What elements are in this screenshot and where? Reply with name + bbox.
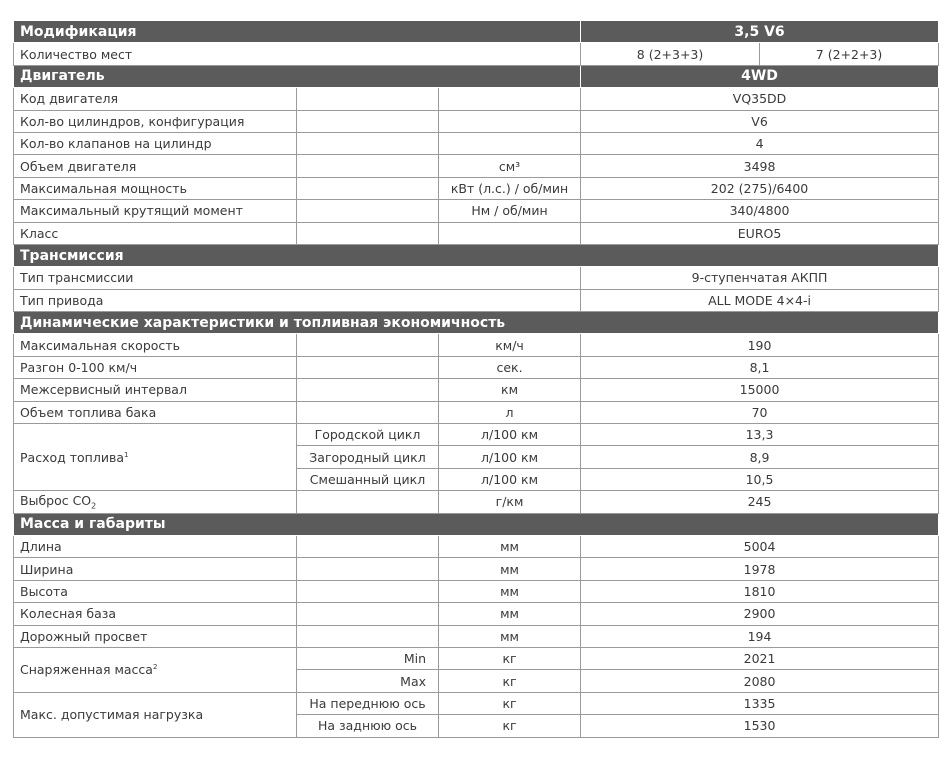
section-header-transmission xyxy=(14,244,939,266)
row-value: 4 xyxy=(581,132,939,154)
row-unit: сек. xyxy=(439,356,581,378)
row-value: 340/4800 xyxy=(581,200,939,222)
row-sublabel: Max xyxy=(297,670,439,692)
table-row xyxy=(14,580,939,602)
drive-type: 4WD xyxy=(581,65,939,87)
section-title: Масса и габариты xyxy=(14,513,939,535)
table-row xyxy=(14,222,939,244)
row-value: 202 (275)/6400 xyxy=(581,177,939,199)
row-sublabel: Загородный цикл xyxy=(297,446,439,468)
row-unit: мм xyxy=(439,603,581,625)
row-unit: см³ xyxy=(439,155,581,177)
table-row xyxy=(14,177,939,199)
table-row xyxy=(14,424,939,446)
row-unit: кг xyxy=(439,692,581,714)
table-row xyxy=(14,692,939,714)
row-label: Класс xyxy=(14,222,297,244)
row-unit xyxy=(439,110,581,132)
row-value: 8,1 xyxy=(581,356,939,378)
section-header-dynamics xyxy=(14,312,939,334)
row-unit: км/ч xyxy=(439,334,581,356)
row-label: Кол-во цилиндров, конфигурация xyxy=(14,110,297,132)
row-unit: кг xyxy=(439,670,581,692)
table-row xyxy=(14,110,939,132)
row-sublabel: Городской цикл xyxy=(297,424,439,446)
table-row xyxy=(14,155,939,177)
row-sublabel: На заднюю ось xyxy=(297,715,439,737)
row-label: Объем топлива бака xyxy=(14,401,297,423)
table-row xyxy=(14,200,939,222)
section-header-mass xyxy=(14,513,939,535)
table-row xyxy=(14,647,939,669)
max-load-label: Макс. допустимая нагрузка xyxy=(14,692,297,737)
section-title: Динамические характеристики и топливная экономичность xyxy=(14,312,939,334)
table-row xyxy=(14,356,939,378)
row-label: Максимальная скорость xyxy=(14,334,297,356)
section-header-modification xyxy=(14,21,939,43)
specs-table xyxy=(13,20,939,738)
table-row xyxy=(14,88,939,110)
row-value: 70 xyxy=(581,401,939,423)
row-label: Код двигателя xyxy=(14,88,297,110)
row-unit xyxy=(439,132,581,154)
table-row xyxy=(14,289,939,311)
footnote-mark: 1 xyxy=(123,450,129,459)
row-value: 194 xyxy=(581,625,939,647)
row-value: 245 xyxy=(581,491,939,513)
row-unit xyxy=(439,88,581,110)
row-value: 8,9 xyxy=(581,446,939,468)
table-row xyxy=(14,401,939,423)
row-unit: мм xyxy=(439,580,581,602)
row-label: Длина xyxy=(14,535,297,557)
table-row xyxy=(14,535,939,557)
row-unit: Нм / об/мин xyxy=(439,200,581,222)
row-unit: мм xyxy=(439,558,581,580)
row-value: 3498 xyxy=(581,155,939,177)
row-value: 2900 xyxy=(581,603,939,625)
table-row xyxy=(14,491,939,513)
seats-value-2: 7 (2+2+3) xyxy=(760,43,939,65)
row-value: 190 xyxy=(581,334,939,356)
modification-value: 3,5 V6 xyxy=(581,21,939,43)
row-label: Объем двигателя xyxy=(14,155,297,177)
row-unit: л/100 км xyxy=(439,424,581,446)
row-label: Количество мест xyxy=(14,43,581,65)
subscript: 2 xyxy=(91,501,97,511)
row-sublabel: На переднюю ось xyxy=(297,692,439,714)
row-value: V6 xyxy=(581,110,939,132)
row-unit: мм xyxy=(439,535,581,557)
row-value: 2080 xyxy=(581,670,939,692)
row-unit: кг xyxy=(439,647,581,669)
row-value: 10,5 xyxy=(581,468,939,490)
row-value: 1810 xyxy=(581,580,939,602)
row-unit: г/км xyxy=(439,491,581,513)
table-row xyxy=(14,43,939,65)
row-label: Межсервисный интервал xyxy=(14,379,297,401)
table-row xyxy=(14,334,939,356)
section-header-engine xyxy=(14,65,939,87)
row-value: 1335 xyxy=(581,692,939,714)
row-value: 1978 xyxy=(581,558,939,580)
row-label: Максимальный крутящий момент xyxy=(14,200,297,222)
row-value: 5004 xyxy=(581,535,939,557)
modification-label: Модификация xyxy=(14,21,581,43)
row-value: EURO5 xyxy=(581,222,939,244)
curb-mass-label: Снаряженная масса$^2$ xyxy=(14,647,297,692)
fuel-consumption-label: Расход топлива$^1$ xyxy=(14,424,297,491)
row-value: 13,3 xyxy=(581,424,939,446)
row-sublabel: Смешанный цикл xyxy=(297,468,439,490)
row-value: ALL MODE 4×4-i xyxy=(581,289,939,311)
co2-label: Выброс $CO_2$ xyxy=(14,491,297,513)
table-row xyxy=(14,625,939,647)
row-unit: кг xyxy=(439,715,581,737)
row-value: 9-ступенчатая АКПП xyxy=(581,267,939,289)
row-value: 1530 xyxy=(581,715,939,737)
section-title: Трансмиссия xyxy=(14,244,939,266)
table-row xyxy=(14,379,939,401)
table-row xyxy=(14,603,939,625)
seats-value-1: 8 (2+3+3) xyxy=(581,43,760,65)
table-row xyxy=(14,267,939,289)
row-unit: мм xyxy=(439,625,581,647)
row-value: 2021 xyxy=(581,647,939,669)
row-unit: л xyxy=(439,401,581,423)
row-label: Тип трансмиссии xyxy=(14,267,581,289)
row-unit: л/100 км xyxy=(439,468,581,490)
row-sublabel: Min xyxy=(297,647,439,669)
row-label: Тип привода xyxy=(14,289,581,311)
row-unit xyxy=(439,222,581,244)
row-unit: кВт (л.с.) / об/мин xyxy=(439,177,581,199)
row-value: VQ35DD xyxy=(581,88,939,110)
footnote-mark: 2 xyxy=(152,663,158,672)
row-label: Ширина xyxy=(14,558,297,580)
table-row xyxy=(14,132,939,154)
section-title: Двигатель xyxy=(14,65,581,87)
row-label: Колесная база xyxy=(14,603,297,625)
row-unit: км xyxy=(439,379,581,401)
row-label: Разгон 0-100 км/ч xyxy=(14,356,297,378)
table-row xyxy=(14,558,939,580)
row-label: Дорожный просвет xyxy=(14,625,297,647)
row-label: Максимальная мощность xyxy=(14,177,297,199)
row-label: Кол-во клапанов на цилиндр xyxy=(14,132,297,154)
row-label: Высота xyxy=(14,580,297,602)
row-value: 15000 xyxy=(581,379,939,401)
row-unit: л/100 км xyxy=(439,446,581,468)
